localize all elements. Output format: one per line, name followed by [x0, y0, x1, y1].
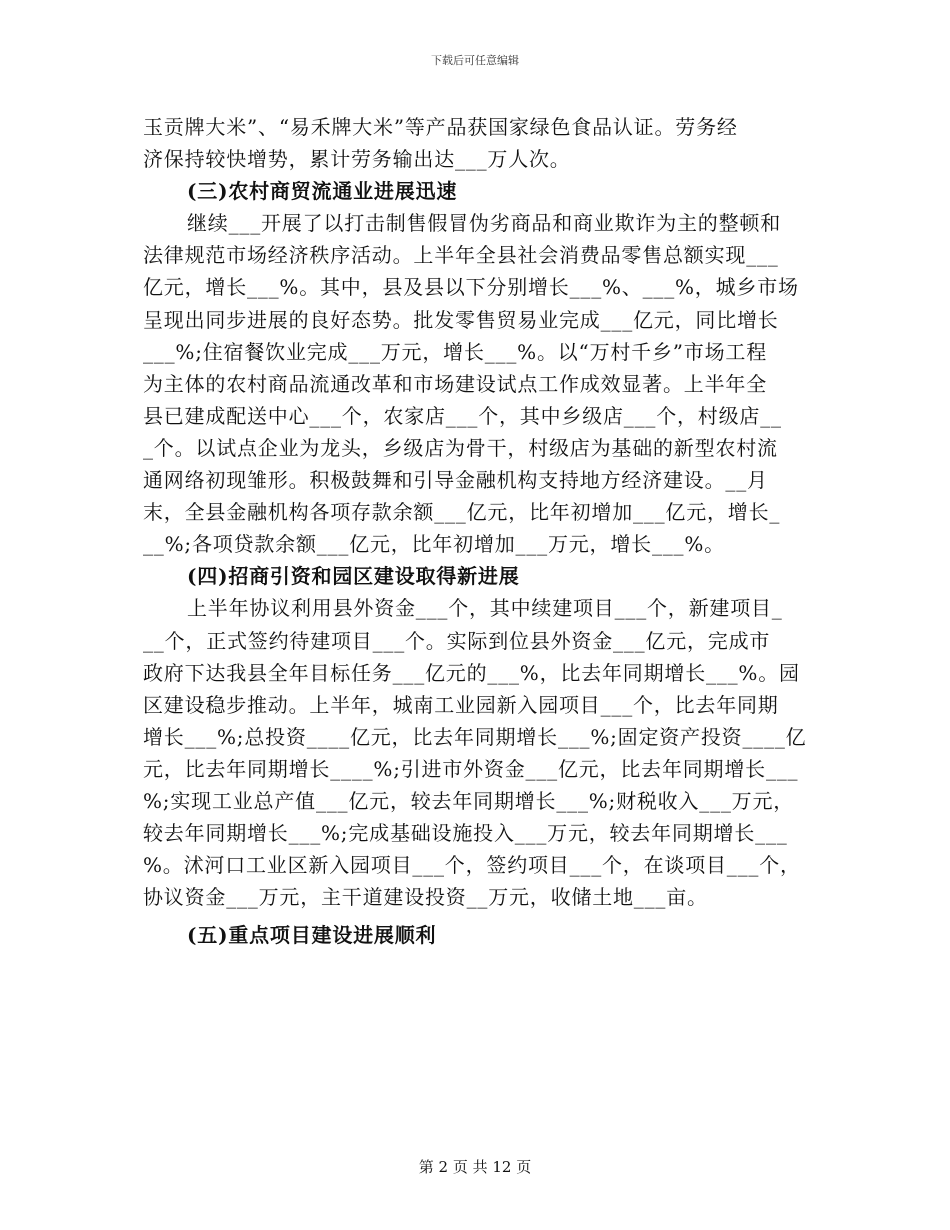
paragraph-line: %;实现工业总产值___亿元，较去年同期增长___%;财税收入___万元， [143, 788, 795, 813]
paragraph-line: 继续___开展了以打击制售假冒伪劣商品和商业欺诈为主的整顿和 [187, 211, 781, 236]
paragraph-line: 济保持较快增势，累计劳务输出达___万人次。 [143, 147, 571, 172]
paragraph-line: 县已建成配送中心___个，农家店___个，其中乡级店___个，村级店__ [143, 403, 782, 428]
paragraph-line: 协议资金___万元，主干道建设投资__万元，收储土地___亩。 [143, 885, 708, 910]
section-heading-3: (三)农村商贸流通业进展迅速 [187, 179, 458, 204]
section-heading-4: (四)招商引资和园区建设取得新进展 [187, 564, 520, 589]
paragraph-line: ___%;住宿餐饮业完成___万元，增长___%。以“万村千乡”市场工程 [143, 339, 767, 364]
header-note: 下载后可任意编辑 [431, 54, 519, 67]
section-heading-5: (五)重点项目建设进展顺利 [187, 923, 437, 948]
paragraph-line: 法律规范市场经济秩序活动。上半年全县社会消费品零售总额实现___ [143, 243, 779, 268]
paragraph-line: 通网络初现雏形。积极鼓舞和引导金融机构支持地方经济建设。__月 [143, 468, 768, 493]
document-body [143, 111, 807, 951]
paragraph-line: _个。以试点企业为龙头，乡级店为骨干，村级店为基础的新型农村流 [143, 435, 778, 460]
paragraph-line: 元，比去年同期增长____%;引进市外资金___亿元，比去年同期增长___ [143, 756, 799, 781]
paragraph-line: 亿元，增长___%。其中，县及县以下分别增长___%、___%，城乡市场 [143, 275, 799, 300]
page-number: 第 2 页 共 12 页 [418, 1158, 532, 1176]
paragraph-line: 增长___%;总投资____亿元，比去年同期增长___%;固定资产投资____亿 [143, 724, 807, 749]
paragraph-line: 政府下达我县全年目标任务___亿元的___%，比去年同期增长___%。园 [143, 660, 800, 685]
paragraph-line: __%;各项贷款余额___亿元，比年初增加___万元，增长___%。 [143, 532, 725, 557]
paragraph-line: 玉贡牌大米”、“易禾牌大米”等产品获国家绿色食品认证。劳务经 [143, 115, 738, 139]
paragraph-line: %。沭河口工业区新入园项目___个，签约项目___个，在谈项目___个， [143, 853, 801, 878]
paragraph-line: 较去年同期增长___%;完成基础设施投入___万元，较去年同期增长___ [143, 821, 788, 846]
paragraph-line: 为主体的农村商品流通改革和市场建设试点工作成效显著。上半年全 [143, 371, 767, 396]
paragraph-line: 区建设稳步推动。上半年，城南工业园新入园项目___个，比去年同期 [143, 692, 779, 717]
paragraph-line: 末，全县金融机构各项存款余额___亿元，比年初增加___亿元，增长_ [143, 500, 781, 525]
paragraph-line: __个，正式签约待建项目___个。实际到位县外资金___亿元，完成市 [143, 628, 771, 653]
paragraph-line: 呈现出同步进展的良好态势。批发零售贸易业完成___亿元，同比增长 [143, 307, 779, 332]
paragraph-line: 上半年协议利用县外资金___个，其中续建项目___个，新建项目_ [187, 596, 783, 621]
